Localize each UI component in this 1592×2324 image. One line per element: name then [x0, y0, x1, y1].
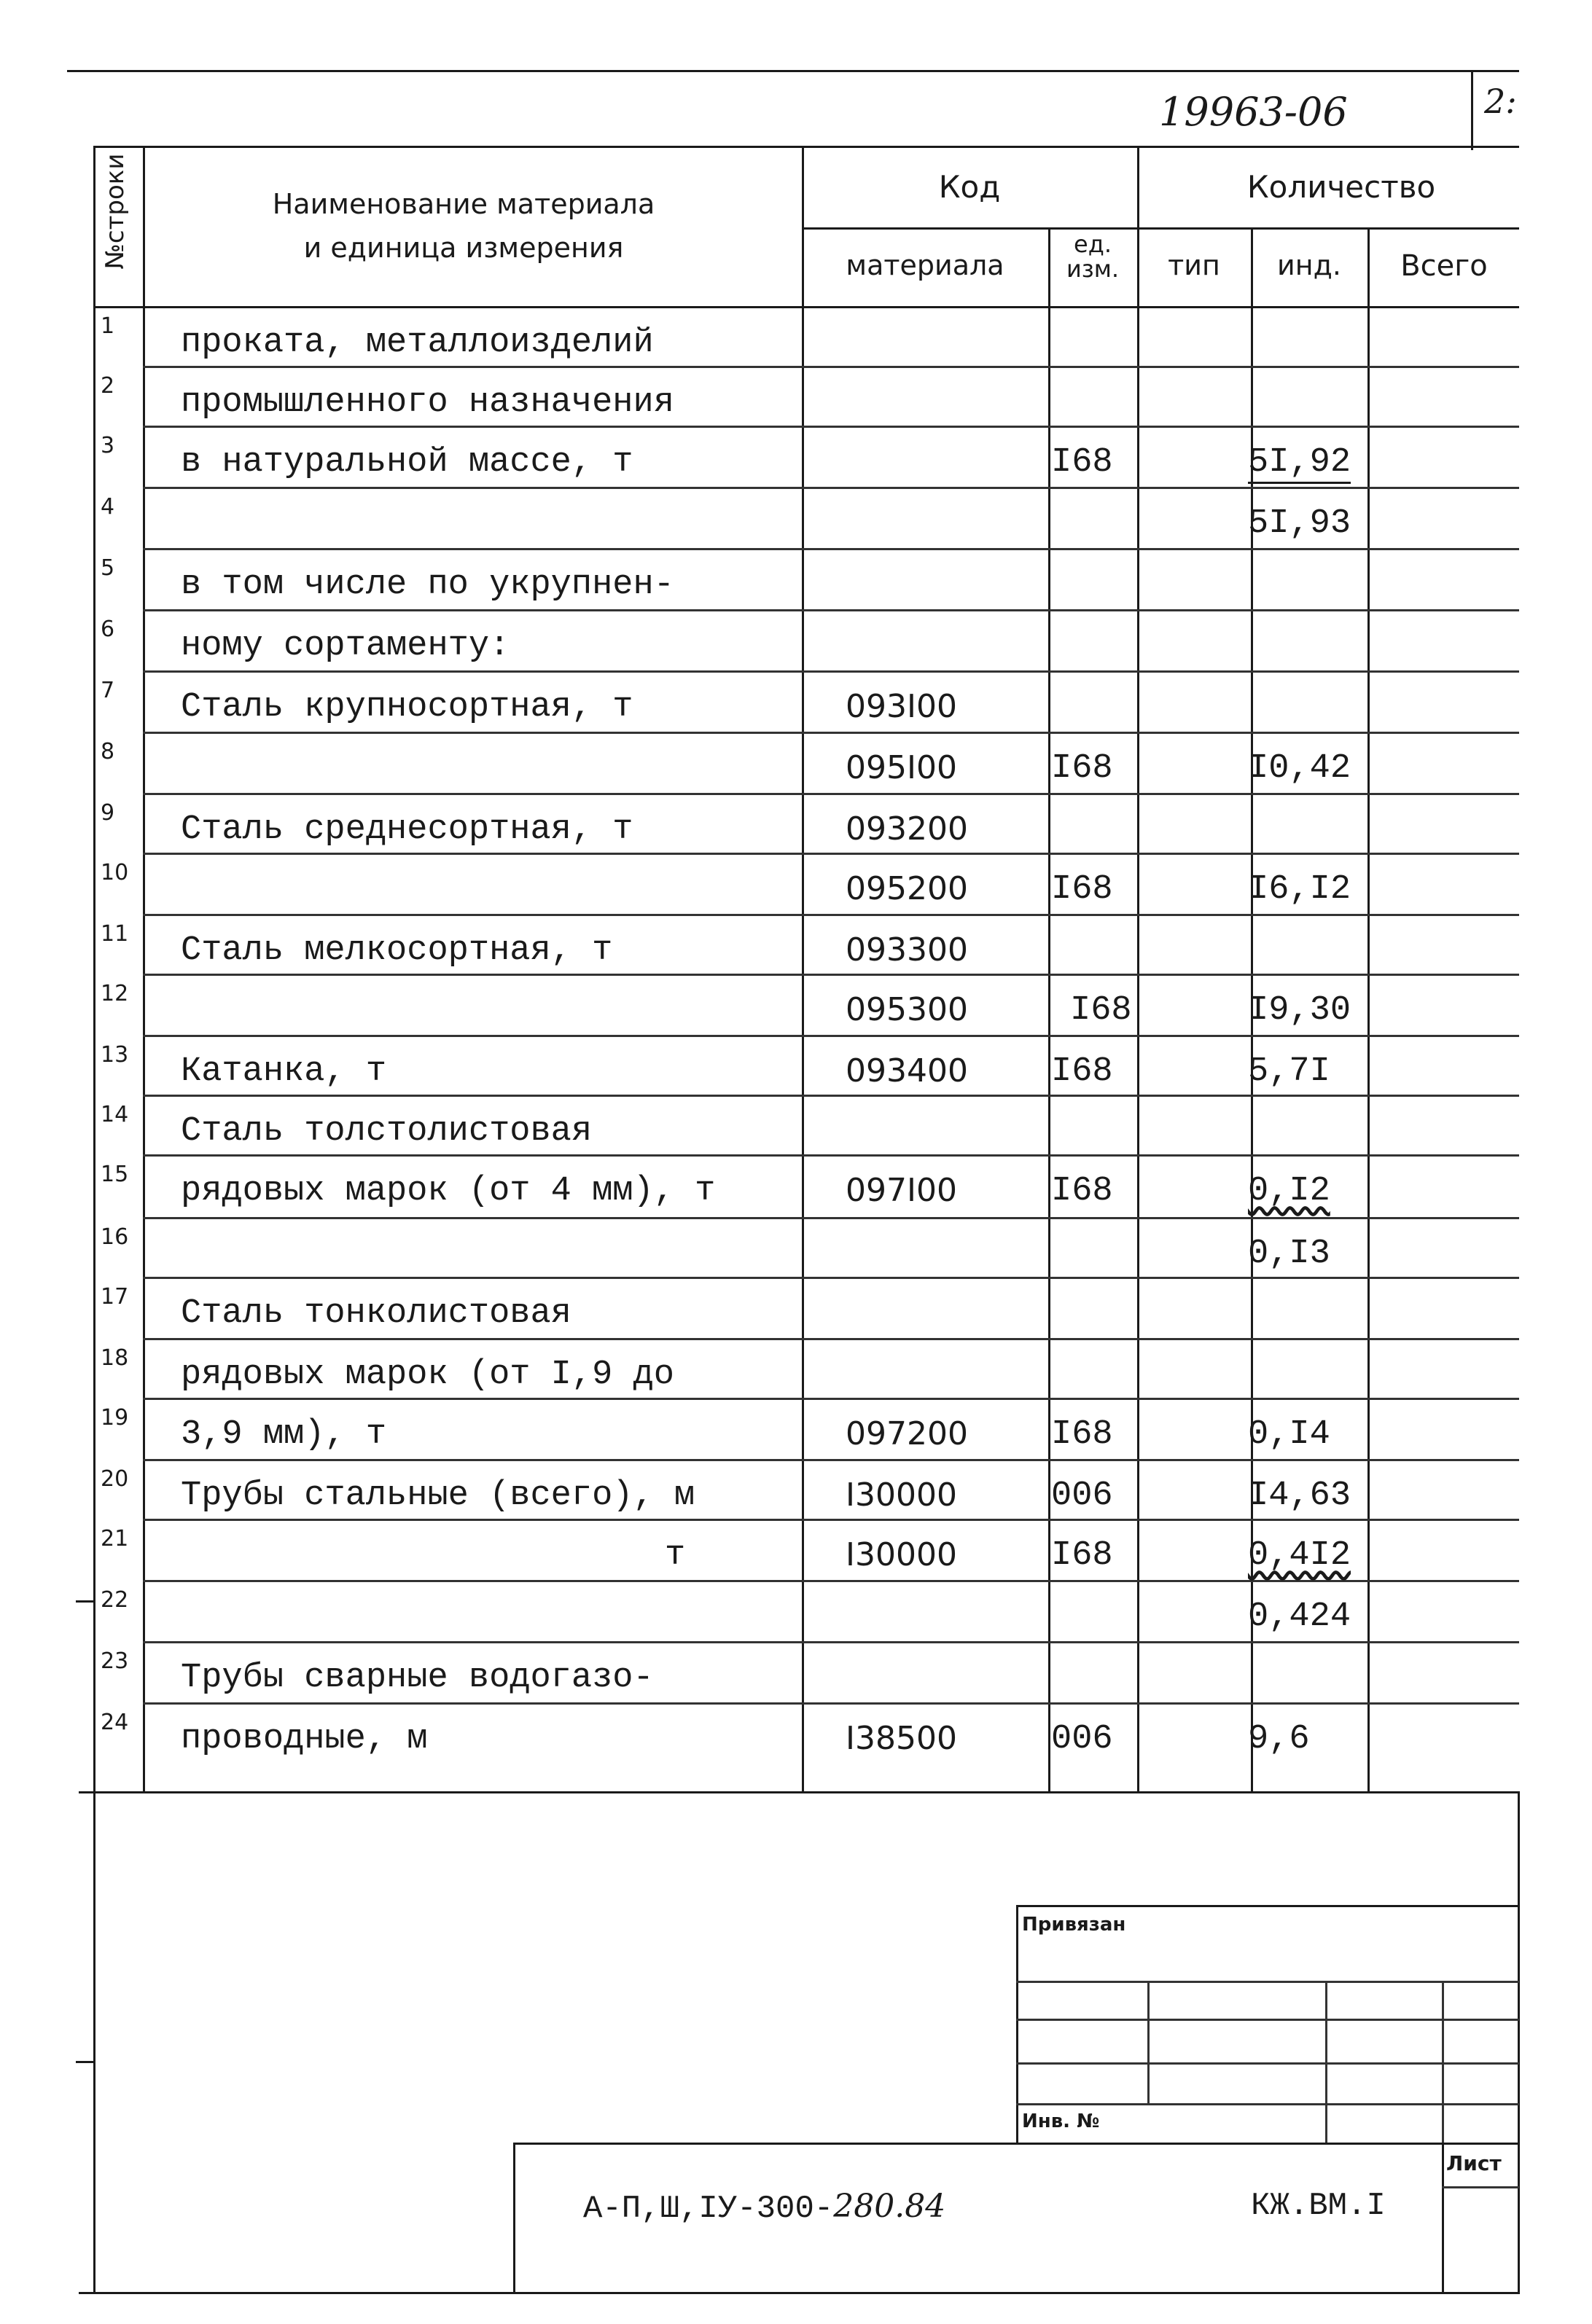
row-rule: [143, 1277, 1519, 1279]
stamp-col-2: [1325, 1981, 1327, 2144]
row-rule: [143, 1459, 1519, 1461]
unit-code: I68: [1051, 749, 1113, 788]
quantity-individual: 0,I3: [1248, 1235, 1330, 1273]
stamp-top: [1016, 1905, 1519, 1907]
quantity-individual: 5,7I: [1248, 1052, 1330, 1091]
quantity-individual: 0,424: [1248, 1597, 1351, 1636]
unit-code: I68: [1051, 1172, 1113, 1210]
row-number: 9: [101, 800, 115, 826]
stamp-designation: [583, 2188, 945, 2227]
material-code: I38500: [846, 1720, 957, 1757]
row-number: 19: [101, 1405, 129, 1431]
row-number: 11: [101, 921, 129, 947]
material-code: I30000: [846, 1536, 957, 1573]
row-rule: [143, 670, 1519, 673]
header-qty-ind: инд.: [1277, 249, 1341, 281]
header-top-rule: [93, 146, 1519, 148]
margin-tick-2: [76, 2061, 95, 2063]
row-number: 17: [101, 1284, 129, 1310]
row-number: 20: [101, 1466, 129, 1492]
row-number: 16: [101, 1224, 129, 1250]
col-divider-unit: [1048, 227, 1050, 1793]
title-block-sheet-col: [1442, 2143, 1444, 2294]
row-number: 23: [101, 1648, 129, 1674]
material-code: 097200: [846, 1415, 968, 1452]
material-code: 093200: [846, 810, 968, 848]
row-rule: [143, 1338, 1519, 1340]
corner-tick: [1471, 70, 1473, 150]
unit-code: I68: [1051, 1052, 1113, 1091]
col-divider-code: [802, 146, 804, 1793]
stamp-designation-print: А-П,Ш,IУ-300-: [583, 2191, 834, 2227]
material-code: 097I00: [846, 1172, 957, 1209]
material-code: 095200: [846, 870, 968, 907]
material-name: рядовых марок (от I,9 до: [181, 1355, 674, 1394]
row-number: 7: [101, 678, 115, 703]
material-name: Сталь толстолистовая: [181, 1112, 593, 1151]
row-number: 2: [101, 373, 115, 399]
row-rule: [143, 1641, 1519, 1643]
material-name: Сталь тонколистовая: [181, 1294, 571, 1333]
material-code: 093I00: [846, 688, 957, 725]
row-rule: [143, 426, 1519, 428]
material-name: ному сортаменту:: [181, 627, 510, 665]
row-rule: [143, 1398, 1519, 1400]
stamp-col-1: [1147, 1981, 1150, 2103]
material-code: 093300: [846, 931, 968, 969]
row-number: 21: [101, 1526, 129, 1552]
unit-code: I68: [1051, 870, 1113, 909]
material-code: I30000: [846, 1476, 957, 1514]
material-name: Трубы сварные водогазо-: [181, 1659, 654, 1697]
material-name: проводные, м: [181, 1720, 428, 1758]
top-rule: [67, 70, 1519, 72]
table-bottom-rule: [79, 1791, 1519, 1793]
header-code-material: материала: [846, 249, 1004, 281]
unit-code: 006: [1051, 1476, 1113, 1515]
row-rule: [143, 853, 1519, 855]
frame-bottom: [79, 2292, 1519, 2294]
col-divider-total: [1367, 227, 1370, 1793]
row-rule: [143, 732, 1519, 734]
row-number: 4: [101, 494, 115, 520]
quantity-individual: I4,63: [1248, 1476, 1351, 1515]
unit-code: I68: [1051, 1415, 1113, 1454]
row-number: 12: [101, 981, 129, 1006]
row-number: 8: [101, 739, 115, 764]
row-rule: [143, 1217, 1519, 1219]
quantity-individual: I9,30: [1248, 991, 1351, 1030]
row-number: 22: [101, 1587, 129, 1613]
row-number: 10: [101, 860, 129, 885]
material-name: Сталь мелкосортная, т: [181, 931, 613, 970]
material-code: 095I00: [846, 749, 957, 786]
quantity-individual: 5I,92: [1248, 443, 1351, 484]
material-code: 095300: [846, 991, 968, 1028]
title-block-top: [513, 2143, 1519, 2145]
stamp-privyazan: Привязан: [1022, 1914, 1126, 1936]
header-code: Код: [938, 169, 1001, 205]
material-code: 093400: [846, 1052, 968, 1089]
quantity-individual: 0,4I2: [1248, 1536, 1351, 1575]
row-rule: [143, 366, 1519, 368]
header-row-number: №строки: [101, 153, 130, 270]
stamp-inv-no: Инв. №: [1022, 2110, 1100, 2132]
row-number: 13: [101, 1042, 129, 1068]
frame-left: [93, 1791, 95, 2294]
quantity-individual: 9,6: [1248, 1720, 1310, 1758]
row-rule: [143, 914, 1519, 916]
margin-tick-1: [76, 1600, 95, 1603]
stamp-designation-hand: 280.84: [833, 2188, 946, 2225]
row-rule: [143, 548, 1519, 550]
title-block-sheet-line: [1442, 2186, 1519, 2188]
material-name: 3,9 мм), т: [181, 1415, 387, 1454]
row-number: 24: [101, 1710, 129, 1735]
row-rule: [143, 609, 1519, 611]
quantity-individual: I6,I2: [1248, 870, 1351, 909]
quantity-individual: 0,I4: [1248, 1415, 1330, 1454]
header-qty-total: Всего: [1400, 249, 1488, 283]
row-number: 3: [101, 433, 115, 458]
row-number: 6: [101, 617, 115, 642]
page-number-fragment: 2:: [1484, 82, 1517, 121]
material-name: т: [665, 1536, 686, 1575]
header-code-unit-line2: изм.: [1066, 255, 1120, 283]
material-name: в натуральной массе, т: [181, 443, 633, 482]
row-number: 14: [101, 1102, 129, 1127]
unit-code: I68: [1051, 443, 1113, 482]
col-divider-rownum: [143, 146, 145, 1793]
material-name: Сталь крупносортная, т: [181, 688, 633, 727]
row-number: 1: [101, 313, 115, 339]
col-left-border: [93, 146, 95, 1793]
row-rule: [143, 1702, 1519, 1705]
col-divider-type: [1137, 146, 1139, 1793]
row-rule: [143, 487, 1519, 489]
stamp-code: КЖ.ВМ.I: [1251, 2188, 1386, 2224]
material-name: промышленного назначения: [181, 383, 674, 422]
header-quantity: Количество: [1246, 169, 1436, 205]
row-rule: [143, 1580, 1519, 1582]
unit-code: 006: [1051, 1720, 1113, 1758]
frame-right: [1518, 1791, 1520, 2294]
row-number: 15: [101, 1162, 129, 1187]
material-name: в том числе по укрупнен-: [181, 566, 674, 604]
quantity-individual: 5I,93: [1248, 504, 1351, 543]
title-block-left: [513, 2143, 515, 2294]
quantity-individual: 0,I2: [1248, 1172, 1330, 1210]
material-name: проката, металлоизделий: [181, 324, 654, 362]
header-code-unit-line1: ед.: [1074, 230, 1112, 258]
stamp-left: [1016, 1905, 1018, 2144]
header-name-line2: и единица измерения: [303, 232, 624, 264]
unit-code: I68: [1070, 991, 1132, 1030]
stamp-col-3: [1442, 1981, 1444, 2144]
row-number: 18: [101, 1345, 129, 1371]
row-rule: [143, 1519, 1519, 1521]
row-rule: [143, 1095, 1519, 1097]
document-number: 19963-06: [1159, 89, 1348, 135]
material-name: Катанка, т: [181, 1052, 387, 1091]
header-bottom-rule: [93, 306, 1519, 308]
material-name: рядовых марок (от 4 мм), т: [181, 1172, 716, 1210]
material-name: Сталь среднесортная, т: [181, 810, 633, 849]
row-number: 5: [101, 555, 115, 581]
row-rule: [143, 1154, 1519, 1157]
header-mid-rule: [802, 227, 1519, 230]
quantity-individual: I0,42: [1248, 749, 1351, 788]
row-rule: [143, 974, 1519, 976]
row-rule: [143, 1035, 1519, 1037]
stamp-sheet-label: Лист: [1446, 2151, 1502, 2175]
unit-code: I68: [1051, 1536, 1113, 1575]
header-name-line1: Наименование материала: [272, 188, 655, 220]
header-code-unit: [1048, 232, 1137, 281]
row-rule: [143, 793, 1519, 795]
material-name: Трубы стальные (всего), м: [181, 1476, 695, 1515]
header-qty-type: тип: [1168, 249, 1220, 281]
